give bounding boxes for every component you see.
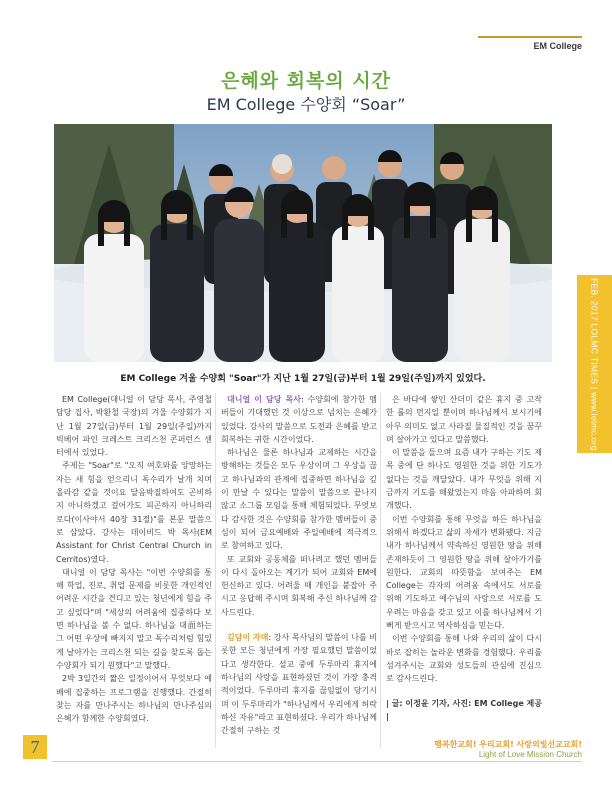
paragraph: 또 교회와 공동체를 떠나려고 했던 멤버들이 다시 돌아오는 계기가 되어 교회와 EM에 헌신하고 있다. 어려울 때 개인을 붙잡아 주시고 응답해 주시며 회복해 주신 하나님께 감사드린다. [221, 554, 377, 617]
paragraph: 이번 수양회를 통해 무엇을 하든 하나님을 위해서 하겠다고 삶의 자세가 변화됐다. 지금 내가 하나님께서 약속하신 영원한 땅을 위해 존재하듯이 그 영원한 땅을 위해 살아가기를 원한다. 교회의 따뜻함을 보여주는 EM College는 각자의 어려움 속에서도 서로를 위해 기도하고 예수님의 사랑으로 서로를 도우려는 마음을 갖고 있고 이를 하나님께서 기뻐게 받으시고 역사하심을 믿는다. [386, 514, 542, 631]
page-number: 7 [30, 737, 40, 757]
paragraph [221, 631, 377, 737]
paragraph: 이번 수양회를 통해 나와 우리의 삶이 다시 바로 잡히는 놀라운 변화를 경험했다. 우리를 섬겨주시는 교회와 성도들의 관심에 진심으로 감사드린다. [386, 634, 542, 684]
article-subheadline: EM College 수양회 “Soar” [206, 95, 406, 114]
side-tab-text: FEB. 2017 LOLMC TIMES | www.lolmc.org [589, 277, 600, 451]
article-headline: 은혜와 회복의 시간 [220, 70, 392, 92]
footer-church-name: Light of Love Mission Church [478, 750, 582, 759]
speaker-name: 김담이 자매 [227, 633, 269, 643]
column-divider [380, 393, 381, 748]
group-photo-illustration [54, 124, 552, 362]
speaker-name: 대니얼 이 담당 목사 [227, 395, 302, 404]
paragraph: 하나님은 물론 하나님과 교제하는 시간을 방해하는 것들은 모두 우상이며 그 우상을 끊고 하나님과의 관계에 집중하면 하나님을 깊이 만날 수 있다는 말씀이 말씀으로 끝나지 않고 소그룹 모임을 통해 체험되었다. 무엇보다 감사한 것은 수양회를 참가한 멤버들이 중심이 되어 금요예배와 주일예배에 적극적으로 참여하고 있다. [221, 448, 377, 551]
paragraph: 이 말씀을 들으며 요즘 내가 구하는 기도 제목 중에 단 하나도 영원한 것을 위한 기도가 없다는 것을 깨달았다. 내가 무엇을 위해 지금까지 기도를 해왔었는지 마음 아파하며 회개했다. [386, 448, 542, 511]
body-column-3 [386, 393, 542, 723]
body-column-2 [221, 393, 377, 737]
paragraph: 대니얼 이 담당 목사는 "이번 수양회를 통해 학업, 진로, 취업 문제를 비롯한 개인적인 어려운 시간을 견디고 있는 청년에게 힘을 주고 싶었다"며 "세상의 어려움에 집중하다 보면 하나님을 볼 수 없다. 하나님을 대面하는 그 어떤 우상에 빠지지 말고 독수리처럼 힘있게 날아가는 크리스천 되는 길을 찾도록 돕는 수양회가 되기 원했다"고 말했다. [56, 567, 212, 670]
paragraph: 주제는 "Soar"로 "오직 여호와를 앙망하는 자는 새 힘을 얻으리니 독수리가 날개 치며 올라감 같을 것이요 달음박질하여도 곤비하지 아니하겠고 걸어가도 피곤하지 아니하리로다(이사야서 40장 31절)"를 본문 말씀으로 삼았다. 강사는 데이비드 박 목사(EM Assistant for Christ Central Church in Cerritos)였다. [56, 461, 212, 564]
paragraph: 은 바다에 쌓인 산더미 같은 휴지 중 고작 한 롤의 먼지일 뿐이며 하나님께서 보시기에 아무 의미도 없고 사라질 물질적인 것을 꿈꾸며 살아가고 있다고 말씀했다. [386, 395, 542, 444]
column-divider [215, 393, 216, 748]
section-divider [478, 36, 582, 38]
paragraph: 2박 3일간의 짧은 일정이어서 무엇보다 예배에 집중하는 프로그램을 진행했다. 간절히 찾는 자를 만나주시는 하나님의 만나주심의 은혜가 함께한 수양회였다. [56, 674, 212, 724]
footer-divider [52, 761, 582, 762]
section-label: EM College [533, 41, 582, 51]
paragraph [221, 393, 377, 446]
paragraph: EM College(대니얼 이 담당 목사, 주영철 담당 집사, 박환철 국장)의 겨울 수양회가 지난 1월 27일(금)부터 1월 29일(주일)까지 빅베어 파인 크레스트 크리스천 콘퍼런스 센터에서 있었다. [56, 395, 212, 458]
quote-text: : 강사 목사님의 말씀이 나를 비롯한 모든 청년에게 가장 필요했던 말씀이었다고 생각한다. 설교 중에 두루마리 휴지에 하나님의 사랑을 표현하셨던 것이 가장 충격적이었다. 두루마리 휴지를 끊임없이 당기시며 이 두루마리가 "하나님께서 우리에게 허락하신 자유"라고 표현하셨다. 우리가 하나님께 간절히 구하는 것 [221, 633, 377, 736]
group-photo [54, 124, 552, 362]
photo-caption: EM College 겨울 수양회 "Soar"가 지난 1월 27일(금)부터 1월 29일(주일)까지 있었다. [120, 374, 486, 384]
quote-text: : 수양회에 참가한 멤버들이 기대했던 것 이상으로 넘치는 은혜가 있었다. 강사의 말씀으로 도전과 은혜를 받고 회복하는 귀한 시간이었다. [221, 395, 377, 444]
body-column-1 [56, 393, 212, 725]
article-credit: | 글: 이정윤 기자, 사진: EM College 제공 | [386, 698, 542, 721]
footer-slogan: 행복한교회! 우리교회! 사랑의빛선교교회! [434, 740, 582, 749]
